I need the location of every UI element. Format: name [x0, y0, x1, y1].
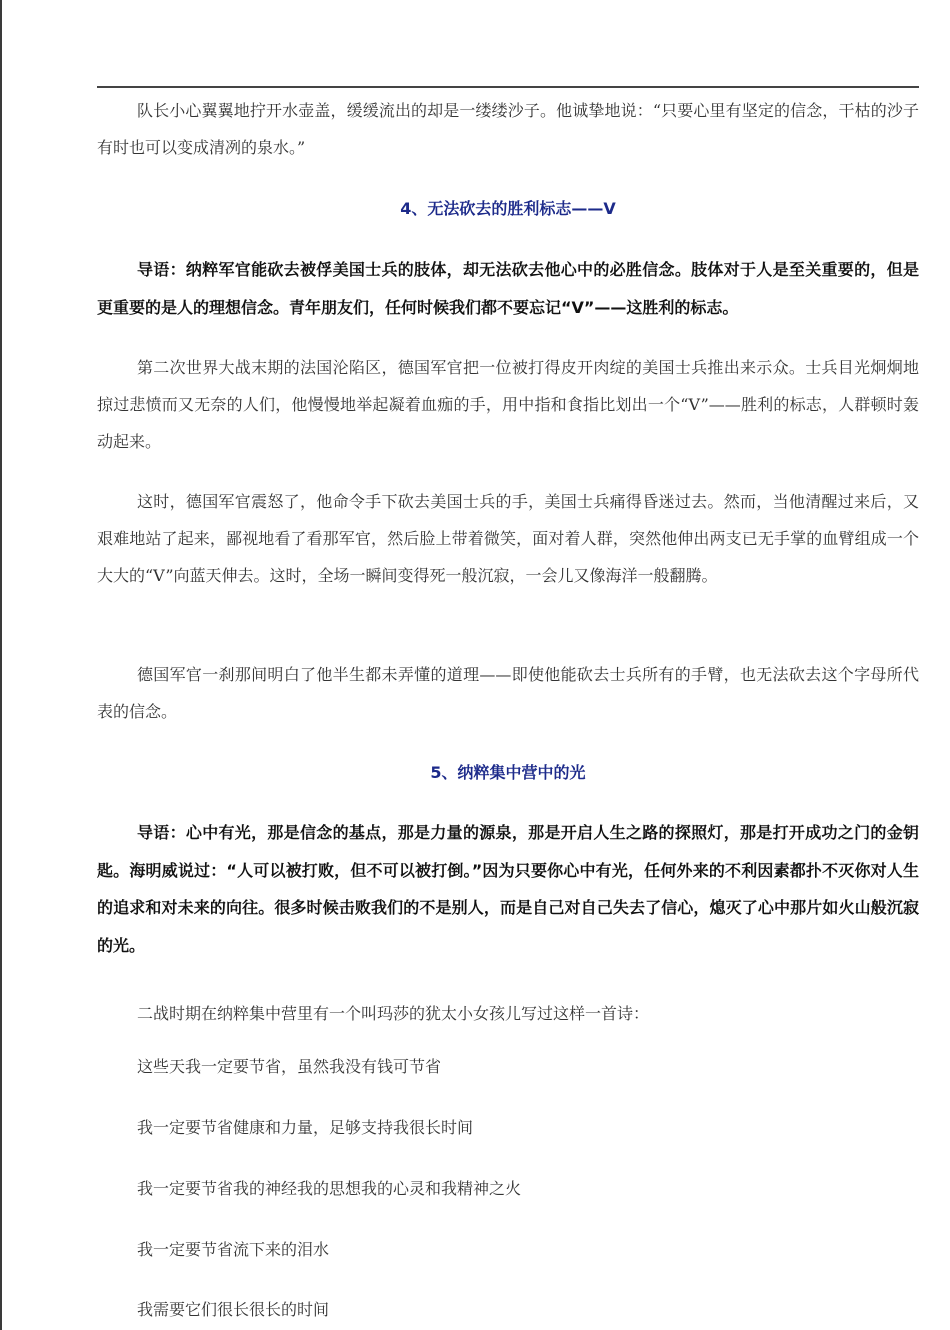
section-5-heading: 5、纳粹集中营中的光 [430, 763, 586, 782]
paragraph-text: 队长小心翼翼地拧开水壶盖，缓缓流出的却是一缕缕沙子。他诚挚地说：“只要心里有坚定的信念，干枯的沙子有时也可以变成清冽的泉水。” [97, 101, 919, 157]
section-4-paragraph-1: 第二次世界大战末期的法国沦陷区，德国军官把一位被打得皮开肉绽的美国士兵推出来示众。士兵目光炯炯地掠过悲愤而又无奈的人们，他慢慢地举起凝着血痂的手，用中指和食指比划出一个“V”——胜利的标志，人群顿时轰动起来。 [97, 358, 919, 451]
poem-line-1-block [97, 1055, 919, 1079]
header-rule [97, 86, 919, 88]
poem-line-4-block [97, 1238, 919, 1262]
section-4-paragraph-3-block [97, 656, 919, 730]
poem-line-2-block [97, 1116, 919, 1140]
section-5-intro: 二战时期在纳粹集中营里有一个叫玛莎的犹太小女孩儿写过这样一首诗： [137, 1004, 650, 1023]
section-4-paragraph-3: 德国军官一刹那间明白了他半生都未弄懂的道理——即使他能砍去士兵所有的手臂，也无法砍去这个字母所代表的信念。 [97, 665, 919, 721]
poem-line-3-block [97, 1177, 919, 1201]
section-4-paragraph-1-block [97, 349, 919, 460]
section-4-heading-block [97, 197, 919, 221]
section-4-lead-block [97, 251, 919, 326]
section-4-paragraph-2-block [97, 483, 919, 594]
poem-line: 我需要它们很长很长的时间 [137, 1300, 330, 1319]
section-5-heading-block [97, 761, 919, 785]
page-left-border [0, 0, 2, 1330]
paragraph-sand-story-end [97, 92, 919, 166]
poem-line-5-block [97, 1298, 919, 1322]
section-4-heading: 4、无法砍去的胜利标志——V [400, 199, 616, 218]
document-page [97, 0, 919, 1330]
section-5-lead: 导语：心中有光，那是信念的基点，那是力量的源泉，那是开启人生之路的探照灯，那是打开成功之门的金钥匙。海明威说过：“人可以被打败，但不可以被打倒。”因为只要你心中有光，任何外来的不利因素都扑不灭你对人生的追求和对未来的向往。很多时候击败我们的不是别人，而是自己对自己失去了信心，熄灭了心中那片如火山般沉寂的光。 [97, 823, 919, 955]
poem-line: 这些天我一定要节省，虽然我没有钱可节省 [137, 1057, 442, 1076]
poem-line: 我一定要节省我的神经我的思想我的心灵和我精神之火 [137, 1179, 522, 1198]
section-5-lead-block [97, 814, 919, 964]
poem-line: 我一定要节省流下来的泪水 [137, 1240, 330, 1259]
section-5-intro-block [97, 995, 919, 1032]
poem-line: 我一定要节省健康和力量，足够支持我很长时间 [137, 1118, 474, 1137]
section-4-paragraph-2: 这时，德国军官震怒了，他命令手下砍去美国士兵的手，美国士兵痛得昏迷过去。然而，当他清醒过来后，又艰难地站了起来，鄙视地看了看那军官，然后脸上带着微笑，面对着人群，突然他伸出两支已无手掌的血臂组成一个大大的“V”向蓝天伸去。这时，全场一瞬间变得死一般沉寂，一会儿又像海洋一般翻腾。 [97, 492, 919, 585]
section-4-lead: 导语：纳粹军官能砍去被俘美国士兵的肢体，却无法砍去他心中的必胜信念。肢体对于人是至关重要的，但是更重要的是人的理想信念。青年朋友们，任何时候我们都不要忘记“V”——这胜利的标志。 [97, 260, 919, 317]
